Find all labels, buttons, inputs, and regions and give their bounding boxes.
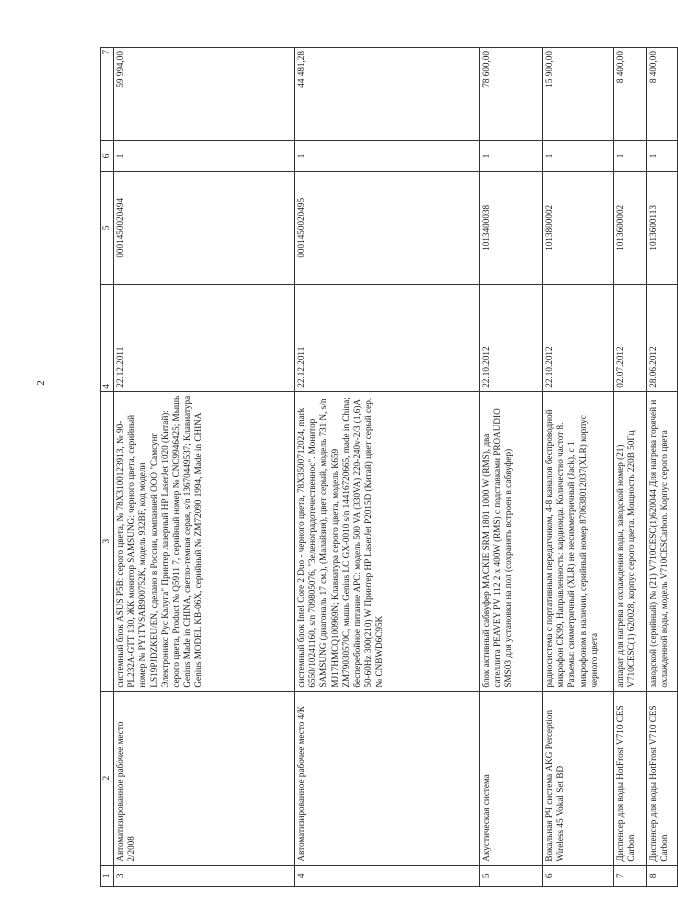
item-sum: 8 400,00 bbox=[614, 48, 647, 141]
row-number: 5 bbox=[480, 865, 543, 886]
inventory-table bbox=[100, 47, 678, 887]
item-description: системный блок Intel Core 2 Duo - черного цвета, 78X3500712024, mark 6550/10241160, s/n 709805076, "Зеленоградотечественнос". Монитор SAMSUNG (диагональ 17 см.), (Малайзия), цвет серый, модель 731 N, s/n MJ17HMCQ100969N; Клавиатура серого цвета, модель К659 ZM79030570C, мышь Genius LC GX-0010 s/n 14416720665, made in China; бесперебойное питание АРС: модель 500 VA (330VA) 220-240v-2/3 (1,6)A 50-60Hz 300(210) W Принтер HP LaserJet P2015D (Китай) цвет серый сер.№ CNBWD6C95K bbox=[295, 391, 480, 691]
table-header-row bbox=[101, 48, 114, 887]
header-col-3: 3 bbox=[101, 391, 114, 691]
page-number: 2 bbox=[34, 380, 47, 386]
table-row bbox=[114, 48, 295, 887]
table-row bbox=[480, 48, 543, 887]
item-description: системный блок ASUS P5B: серого цвета, № 78X3100123913, № 90-PL232A-GTT 130, ЖК монитор SAMSUNG: черного цвета, серийный номер № PY1TVSAB900752K, модель 932BF, код модели LS19PJDZKEU/EN, сделано в России, компанией ООО "Самсунг Электроникс Рус Калуга" Принтер лазерный HP LaserJet 1020 (Китай): серого цвета, Product № Q5911 7, серийный номер № CNC9946425; Мышь Genius Made in CHINA, светло-темная серая, s/n 13670449537; Клавиатура Genius MODEL KB-06X, серийный № ZM72090 1994, Made in CHINA bbox=[114, 391, 295, 691]
row-number: 8 bbox=[647, 865, 678, 886]
inventory-number: 0001450020494 bbox=[114, 171, 295, 284]
item-quantity: 1 bbox=[480, 141, 543, 171]
header-col-1: 1 bbox=[101, 865, 114, 886]
header-col-7: 7 bbox=[101, 48, 114, 141]
row-number: 7 bbox=[614, 865, 647, 886]
item-name: Вокальная РЧ система AKG Perception Wireless 45 Vokal Set BD bbox=[543, 691, 614, 865]
item-quantity: 1 bbox=[647, 141, 678, 171]
rotated-table-area bbox=[100, 47, 670, 887]
header-col-4: 4 bbox=[101, 285, 114, 392]
header-col-5: 5 bbox=[101, 171, 114, 284]
row-number: 6 bbox=[543, 865, 614, 886]
header-col-6: 6 bbox=[101, 141, 114, 171]
item-name: Диспенсер для воды HotFrost V710 CES Carbon bbox=[647, 691, 678, 865]
item-sum: 15 900,00 bbox=[543, 48, 614, 141]
item-sum: 59 994,00 bbox=[114, 48, 295, 141]
item-description: аппарат для нагрева и охлаждения воды, заводской номер (21) V710CESC(1) 620028, корпус серого цвета. Мощность 220В 50Гц bbox=[614, 391, 647, 691]
inventory-number: 1013400038 bbox=[480, 171, 543, 284]
item-quantity: 1 bbox=[114, 141, 295, 171]
item-description: радиосистема с портативным передатчиком, 4-8 каналов беспроводной микрофон CK99, Направленность: кардиоида. Количество частот 8. Разъемы: симметричный (XLR) не несимметричный (Jack), с 1 микрофоном в наличии, серийный номер 870638012037(XLR) корпус черного цвета bbox=[543, 391, 614, 691]
item-quantity: 1 bbox=[614, 141, 647, 171]
table-row bbox=[614, 48, 647, 887]
header-col-2: 2 bbox=[101, 691, 114, 865]
inventory-number: 1013600002 bbox=[614, 171, 647, 284]
item-sum: 8 400,00 bbox=[647, 48, 678, 141]
item-description: блок активный сабвуфер MACKIE SRM 1801 1000 W (RMS), два сателлита PEAVEY PV 112 2 x 400W (RMS) с подставками PROAUDIO SMS03 для установки на пол (сохранять встроен в сабвуфер) bbox=[480, 391, 543, 691]
row-number: 3 bbox=[114, 865, 295, 886]
inventory-number: 1013600113 bbox=[647, 171, 678, 284]
item-date: 02.07.2012 bbox=[614, 285, 647, 392]
item-name: Акустическая система bbox=[480, 691, 543, 865]
inventory-table-wrapper bbox=[100, 47, 670, 887]
item-date: 22.10.2012 bbox=[480, 285, 543, 392]
table-row bbox=[295, 48, 480, 887]
table-row bbox=[647, 48, 678, 887]
item-description: заводской (серийный) № (21) V710CESC(1)620044 Для нагрева горячей и охлажденной воды, модель V710CESCarbon. Корпус серого цвета bbox=[647, 391, 678, 691]
item-name: Автоматизированное рабочее место 4/К bbox=[295, 691, 480, 865]
item-sum: 44 481,28 bbox=[295, 48, 480, 141]
item-sum: 78 600,00 bbox=[480, 48, 543, 141]
inventory-number: 0001450020495 bbox=[295, 171, 480, 284]
item-name: Диспенсер для воды HotFrost V710 CES Carbon bbox=[614, 691, 647, 865]
item-date: 28.06.2012 bbox=[647, 285, 678, 392]
item-date: 22.12.2011 bbox=[114, 285, 295, 392]
item-quantity: 1 bbox=[295, 141, 480, 171]
table-row bbox=[543, 48, 614, 887]
item-name: Автоматизированное рабочее место 2/2008 bbox=[114, 691, 295, 865]
item-date: 22.10.2012 bbox=[543, 285, 614, 392]
row-number: 4 bbox=[295, 865, 480, 886]
item-date: 22.12.2011 bbox=[295, 285, 480, 392]
item-quantity: 1 bbox=[543, 141, 614, 171]
inventory-number: 1013800002 bbox=[543, 171, 614, 284]
